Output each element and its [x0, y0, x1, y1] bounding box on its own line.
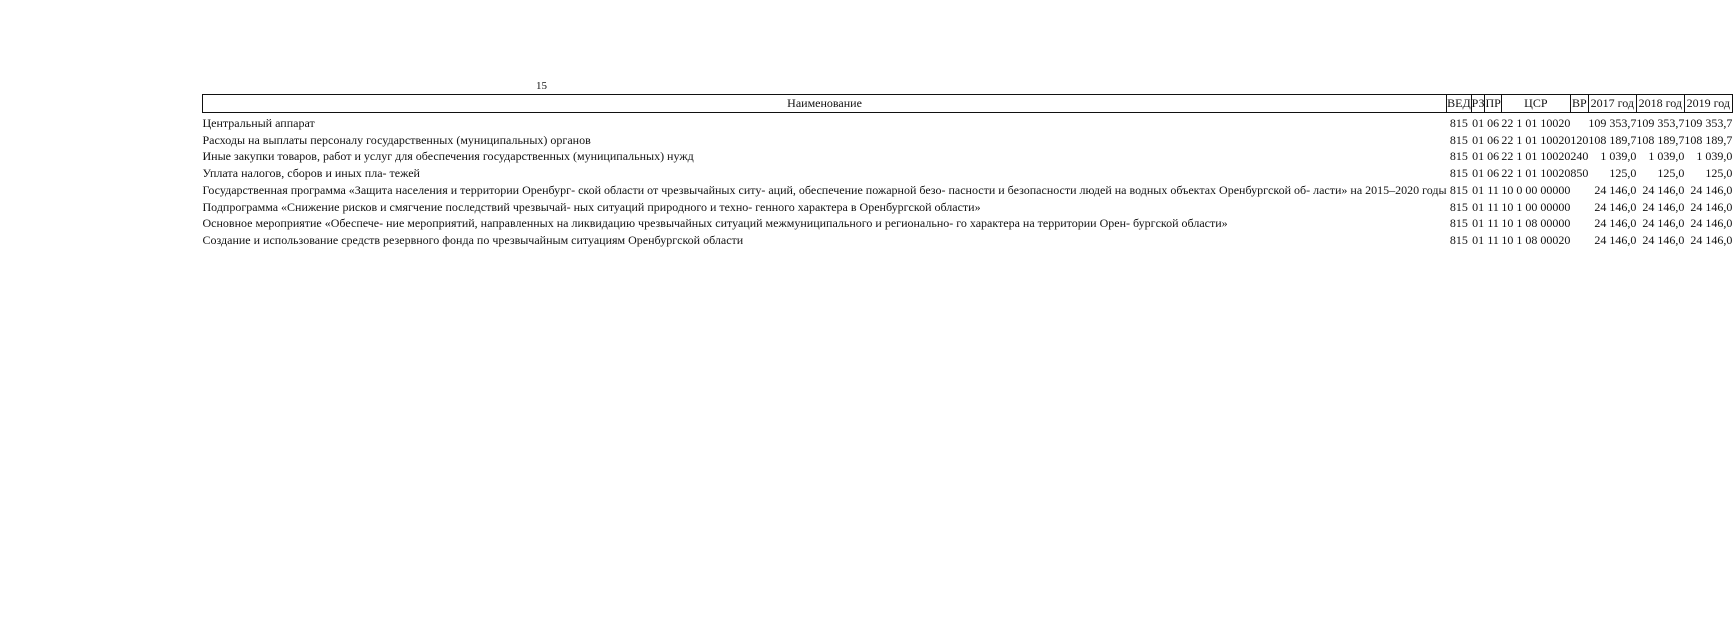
row-pr: 11	[1487, 182, 1499, 197]
header-ved: ВЕД	[1447, 95, 1472, 113]
row-ved: 815	[1449, 166, 1468, 181]
row-2019: 109 353,7	[1684, 116, 1733, 130]
header-vr: ВР	[1570, 95, 1588, 113]
row-ved: 815	[1449, 116, 1468, 130]
row-rz: 01	[1472, 116, 1485, 130]
row-name: Государственная программа «Защита населения и территории Оренбург- ской области от чрезвычайных ситу- аций, обеспечение пожарной безо- пасности и безопасности людей на водных объектах Оренбургской об- ласти» на 2015–2020 годы	[202, 182, 1447, 197]
row-2017: 125,0	[1609, 166, 1637, 181]
row-2018: 108 189,7	[1636, 132, 1685, 147]
row-pr: 06	[1487, 116, 1500, 130]
row-ved: 815	[1449, 149, 1468, 164]
row-pr: 11	[1487, 216, 1499, 231]
row-name: Основное мероприятие «Обеспече- ние мероприятий, направленных на ликвидацию чрезвычайных ситуаций межмуниципального и регионально- го характера на территории Орен- бургской области»	[202, 216, 1228, 231]
row-2018: 109 353,7	[1636, 116, 1685, 130]
row-rz: 01	[1472, 199, 1485, 214]
table-header-row	[203, 95, 1733, 113]
header-2019: 2019 год	[1684, 95, 1732, 113]
row-2017: 1 039,0	[1600, 149, 1637, 164]
row-csr: 10 1 08 00020	[1501, 232, 1571, 247]
row-rz: 01	[1472, 166, 1485, 181]
row-rz: 01	[1472, 132, 1485, 147]
row-rz: 01	[1472, 182, 1485, 197]
row-name: Уплата налогов, сборов и иных пла- тежей	[202, 166, 420, 181]
row-vr: 850	[1570, 166, 1589, 181]
row-csr: 22 1 01 10020	[1501, 149, 1571, 164]
table-row	[203, 232, 1733, 249]
row-name: Создание и использование средств резервного фонда по чрезвычайным ситуациям Оренбургской области	[202, 232, 744, 247]
row-rz: 01	[1472, 216, 1485, 231]
row-rz: 01	[1472, 232, 1485, 247]
row-pr: 06	[1487, 132, 1500, 147]
row-pr: 06	[1487, 149, 1500, 164]
row-2018: 24 146,0	[1642, 182, 1685, 197]
header-rz: РЗ	[1471, 95, 1485, 113]
row-name: Центральный аппарат	[202, 116, 315, 130]
row-vr	[1570, 215, 1588, 232]
row-name: Иные закупки товаров, работ и услуг для обеспечения государственных (муниципальных) нужд	[202, 149, 694, 164]
header-pr: ПР	[1485, 95, 1501, 113]
row-2019: 24 146,0	[1690, 199, 1733, 214]
row-pr: 06	[1487, 166, 1500, 181]
page-number: 15	[536, 80, 547, 92]
budget-table	[202, 94, 1733, 249]
table-row	[203, 215, 1733, 232]
row-csr: 22 1 01 10020	[1501, 116, 1571, 130]
row-2018: 125,0	[1657, 166, 1685, 181]
row-vr: 120	[1570, 132, 1589, 147]
row-rz: 01	[1472, 149, 1485, 164]
row-ved: 815	[1449, 216, 1468, 231]
header-2018: 2018 год	[1636, 95, 1684, 113]
row-name: Расходы на выплаты персоналу государственных (муниципальных) органов	[202, 132, 591, 147]
table-row	[203, 165, 1733, 182]
row-2017: 108 189,7	[1588, 132, 1637, 147]
row-2017: 109 353,7	[1588, 116, 1637, 130]
row-ved: 815	[1449, 182, 1468, 197]
table-row	[203, 199, 1733, 216]
row-csr: 10 1 00 00000	[1501, 199, 1571, 214]
row-csr: 10 0 00 00000	[1501, 182, 1571, 197]
table-row	[203, 182, 1733, 199]
row-csr: 10 1 08 00000	[1501, 216, 1571, 231]
header-2017: 2017 год	[1588, 95, 1636, 113]
header-name: Наименование	[203, 95, 1447, 113]
row-2019: 108 189,7	[1684, 132, 1733, 147]
row-2019: 24 146,0	[1690, 182, 1733, 197]
row-2018: 1 039,0	[1648, 149, 1685, 164]
row-2017: 24 146,0	[1594, 182, 1637, 197]
table-row	[203, 113, 1733, 132]
row-name: Подпрограмма «Снижение рисков и смягчение последствий чрезвычай- ных ситуаций природного и техно- генного характера в Оренбургской области»	[202, 199, 981, 214]
row-2019: 24 146,0	[1690, 232, 1733, 247]
row-csr: 22 1 01 10020	[1501, 132, 1571, 147]
row-2018: 24 146,0	[1642, 216, 1685, 231]
row-2017: 24 146,0	[1594, 232, 1637, 247]
row-2018: 24 146,0	[1642, 199, 1685, 214]
row-ved: 815	[1449, 232, 1468, 247]
row-ved: 815	[1449, 199, 1468, 214]
row-pr: 11	[1487, 199, 1499, 214]
table-row	[203, 132, 1733, 149]
row-2017: 24 146,0	[1594, 216, 1637, 231]
row-vr	[1570, 113, 1588, 132]
row-2019: 125,0	[1705, 166, 1733, 181]
row-2018: 24 146,0	[1642, 232, 1685, 247]
row-csr: 22 1 01 10020	[1501, 166, 1571, 181]
header-csr: ЦСР	[1501, 95, 1570, 113]
row-vr	[1570, 199, 1588, 216]
row-vr	[1570, 182, 1588, 199]
row-ved: 815	[1449, 132, 1468, 147]
row-vr	[1570, 232, 1588, 249]
row-vr: 240	[1570, 149, 1589, 164]
row-2019: 24 146,0	[1690, 216, 1733, 231]
row-2017: 24 146,0	[1594, 199, 1637, 214]
row-pr: 11	[1487, 232, 1499, 247]
table-row	[203, 148, 1733, 165]
row-2019: 1 039,0	[1696, 149, 1733, 164]
